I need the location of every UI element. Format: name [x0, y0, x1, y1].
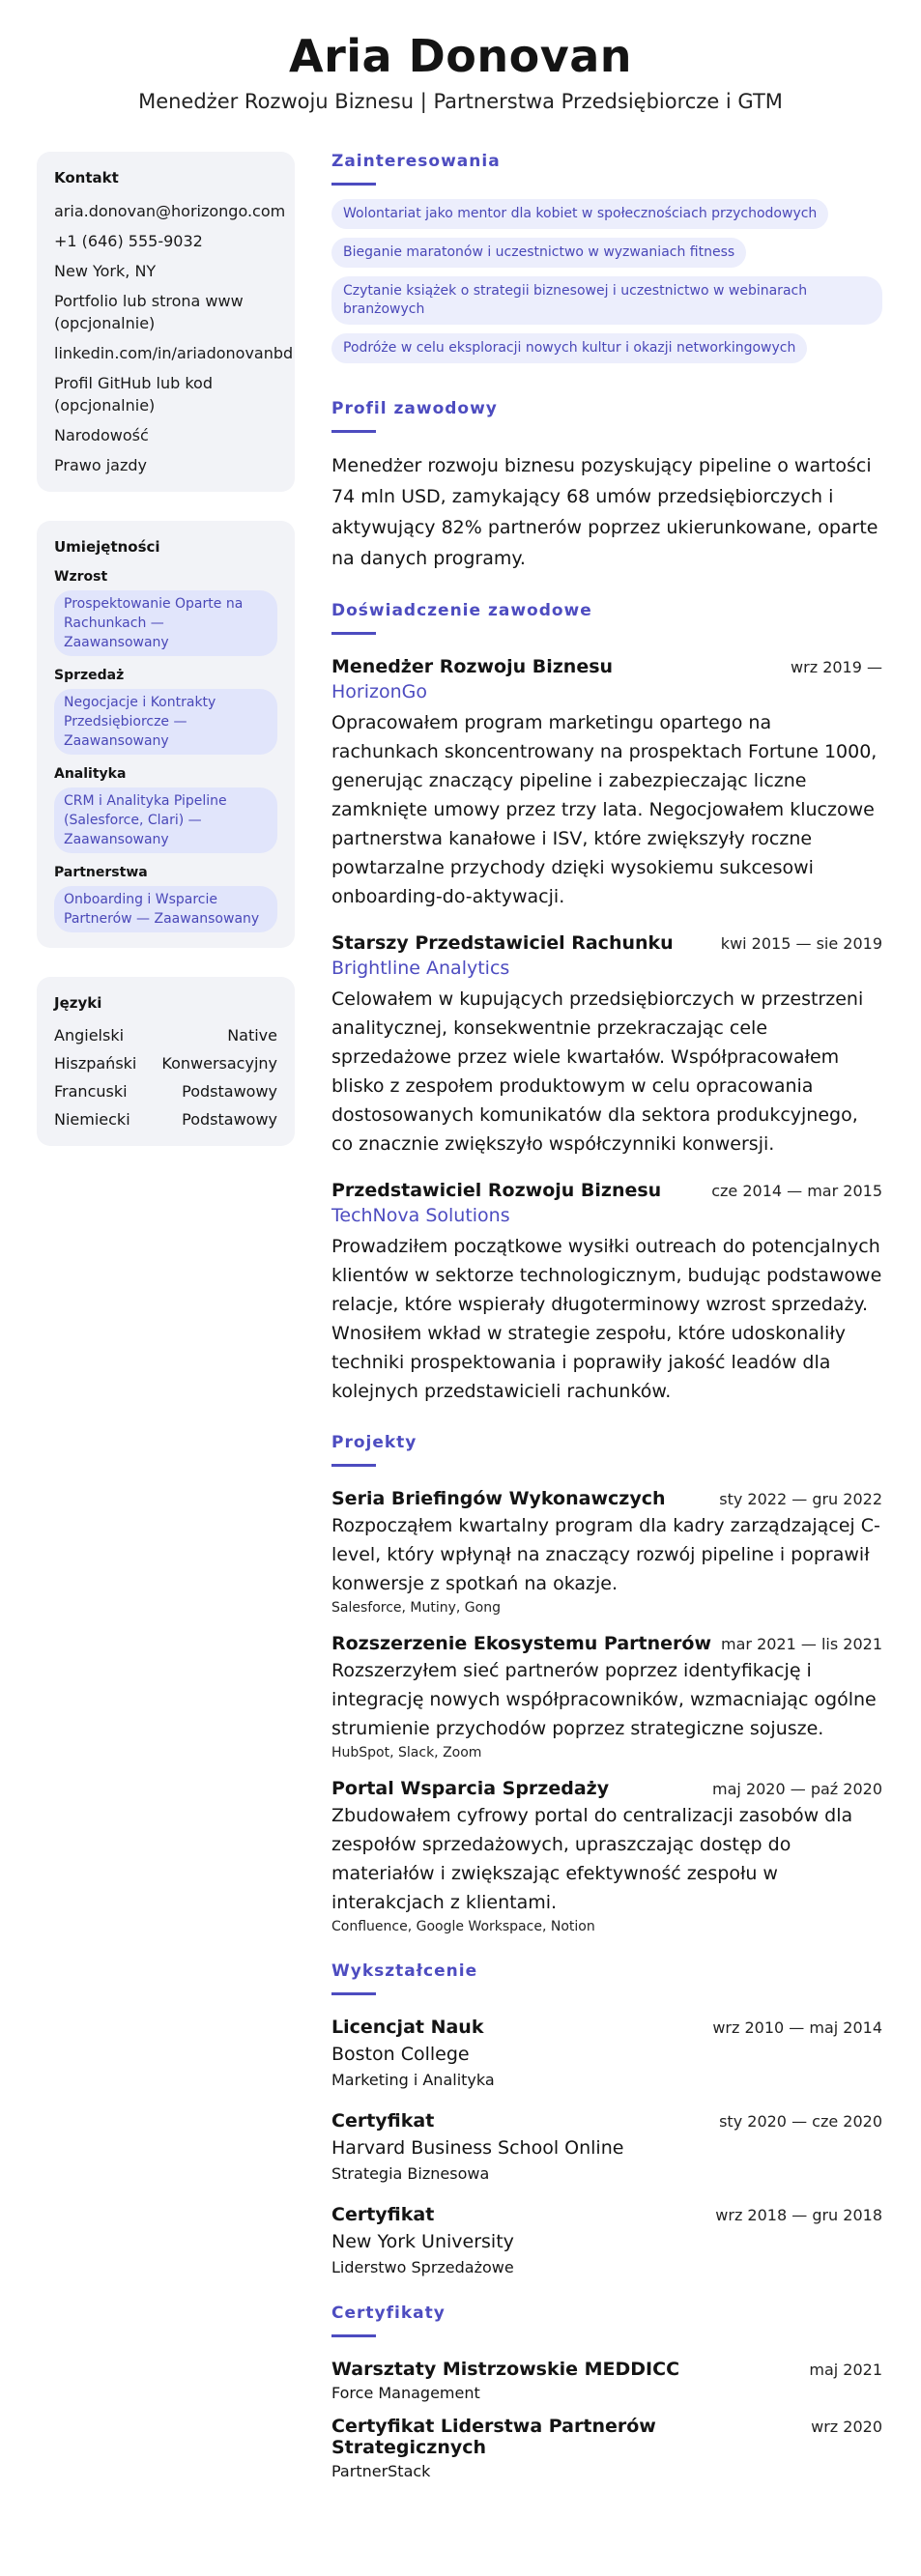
certificate-name: Certyfikat Liderstwa Partnerów Strategicznych	[331, 2416, 656, 2458]
skill-group-name: Analityka	[54, 766, 127, 782]
profile-summary: Menedżer rozwoju biznesu pozyskujący pipeline o wartości 74 mln USD, zamykający 68 umów przedsiębiorczych i aktywujący 82% partnerów poprzez ukierunkowane, oparte na danych programy.	[331, 455, 878, 569]
candidate-headline: Menedżer Rozwoju Biznesu | Partnerstwa Przedsiębiorcze i GTM	[138, 90, 783, 113]
job-dates: cze 2014 — mar 2015	[711, 1182, 882, 1200]
contact-location: New York, NY	[54, 262, 157, 280]
contact-phone[interactable]: +1 (646) 555-9032	[54, 232, 203, 250]
project-tools: Salesforce, Mutiny, Gong	[331, 1600, 501, 1616]
language-name: Hiszpański	[54, 1054, 137, 1073]
project-tools: HubSpot, Slack, Zoom	[331, 1745, 482, 1760]
candidate-name: Aria Donovan	[288, 30, 633, 82]
language-row	[54, 1025, 277, 1046]
languages-card	[37, 977, 295, 1146]
job-description: Prowadziłem początkowe wysiłki outreach do potencjalnych klientów w sektorze technologicznym, budując podstawowe relacje, które wspierały długoterminowy wzrost sprzedaży. Wnosiłem wkład w strategie zespołu, które udoskonaliły techniki prospektowania i poprawiły jakość leadów dla kolejnych przedstawicieli rachunków.	[331, 1236, 882, 1402]
languages-title: Języki	[54, 994, 102, 1012]
education-entry	[331, 2017, 882, 2089]
education-dates: sty 2020 — cze 2020	[719, 2112, 882, 2131]
skill-pill: Onboarding i Wsparcie Partnerów — Zaawansowany	[54, 886, 277, 932]
education-dates: wrz 2010 — maj 2014	[712, 2018, 882, 2037]
project-description: Rozpocząłem kwartalny program dla kadry zarządzającej C-level, który wpłynął na znaczący rozwój pipeline i poprawił konwersje z spotkań na okazje.	[331, 1515, 880, 1594]
skill-group	[54, 865, 277, 932]
skill-group	[54, 766, 277, 853]
field-of-study: Liderstwo Sprzedażowe	[331, 2258, 514, 2276]
section-title: Wykształcenie	[331, 1961, 478, 1981]
contact-title: Kontakt	[54, 169, 119, 186]
degree-name: Licencjat Nauk	[331, 2017, 484, 2038]
education-dates: wrz 2018 — gru 2018	[715, 2206, 882, 2224]
company-name: HorizonGo	[331, 681, 427, 702]
project-dates: maj 2020 — paź 2020	[712, 1780, 882, 1798]
institution-name: Boston College	[331, 2044, 470, 2065]
certificate-date: wrz 2020	[811, 2418, 882, 2436]
contact-github: Profil GitHub lub kod (opcjonalnie)	[54, 374, 213, 415]
contact-card	[37, 152, 295, 492]
certificate-issuer: PartnerStack	[331, 2462, 431, 2480]
skills-card	[37, 521, 295, 948]
section-divider	[331, 2334, 376, 2337]
section-title: Certyfikaty	[331, 2304, 446, 2323]
job-title: Starszy Przedstawiciel Rachunku	[331, 932, 674, 954]
projects-section	[331, 1433, 882, 1934]
education-entry	[331, 2110, 882, 2183]
project-description: Zbudowałem cyfrowy portal do centralizacji zasobów dla zespołów sprzedażowych, upraszczając dostęp do materiałów i zwiększając efektywność zespołu w interakcjach z klientami.	[331, 1805, 853, 1913]
job-description: Celowałem w kupujących przedsiębiorczych w przestrzeni analitycznej, konsekwentnie przekraczając cele sprzedażowe przez wiele kwartałów. Współpracowałem blisko z zespołem produktowym w celu opracowania dostosowanych komunikatów dla sektora produkcyjnego, co znacznie zwiększyło współczynniki konwersji.	[331, 988, 864, 1155]
job-title: Menedżer Rozwoju Biznesu	[331, 656, 614, 677]
certificate-entry	[331, 2359, 882, 2402]
interest-pill: Wolontariat jako mentor dla kobiet w społecznościach przychodowych	[331, 199, 828, 229]
job-dates: wrz 2019 —	[791, 658, 882, 676]
skill-group-name: Partnerstwa	[54, 865, 148, 880]
job-description: Opracowałem program marketingu opartego na rachunkach skoncentrowany na prospektach Fortune 1000, generując znaczący pipeline i zabezpieczając liczne zamknięte umowy przez trzy lata. Negocjowałem kluczowe partnerstwa kanałowe i ISV, które zwiększyły roczne powtarzalne przychody dzięki wysokiemu sukcesowi onboarding-do-aktywacji.	[331, 712, 878, 907]
company-name: TechNova Solutions	[331, 1205, 510, 1226]
interests-list	[331, 199, 882, 372]
contact-linkedin[interactable]: linkedin.com/in/ariadonovanbd	[54, 344, 294, 362]
field-of-study: Marketing i Analityka	[331, 2071, 495, 2089]
degree-name: Certyfikat	[331, 2204, 435, 2225]
certificate-date: maj 2021	[809, 2361, 882, 2379]
certificate-name: Warsztaty Mistrzowskie MEDDICC	[331, 2359, 680, 2380]
job-title: Przedstawiciel Rozwoju Biznesu	[331, 1180, 662, 1201]
project-tools: Confluence, Google Workspace, Notion	[331, 1919, 595, 1934]
contact-driving-license: Prawo jazdy	[54, 456, 147, 474]
skill-group-name: Wzrost	[54, 569, 108, 585]
certificate-issuer: Force Management	[331, 2384, 480, 2402]
company-name: Brightline Analytics	[331, 958, 510, 979]
skill-pill: CRM i Analityka Pipeline (Salesforce, Clari) — Zaawansowany	[54, 787, 277, 853]
main-column	[331, 152, 882, 2507]
section-title: Projekty	[331, 1433, 417, 1452]
language-level: Podstawowy	[182, 1082, 277, 1101]
degree-name: Certyfikat	[331, 2110, 435, 2132]
section-title: Doświadczenie zawodowe	[331, 601, 592, 620]
language-level: Podstawowy	[182, 1110, 277, 1129]
language-name: Angielski	[54, 1026, 125, 1045]
field-of-study: Strategia Biznesowa	[331, 2164, 490, 2183]
education-entry	[331, 2204, 882, 2276]
project-name: Seria Briefingów Wykonawczych	[331, 1488, 666, 1509]
section-title: Zainteresowania	[331, 152, 501, 171]
language-level: Konwersacyjny	[161, 1054, 277, 1073]
contact-portfolio: Portfolio lub strona www (opcjonalnie)	[54, 292, 244, 332]
project-dates: sty 2022 — gru 2022	[719, 1490, 882, 1508]
project-name: Rozszerzenie Ekosystemu Partnerów	[331, 1633, 711, 1654]
section-divider	[331, 1464, 376, 1467]
experience-section	[331, 601, 882, 1406]
language-level: Native	[227, 1026, 277, 1045]
profile-section	[331, 399, 882, 574]
project-entry	[331, 1488, 882, 1616]
section-divider	[331, 430, 376, 433]
certificate-entry	[331, 2416, 882, 2480]
institution-name: New York University	[331, 2231, 514, 2252]
skill-pill: Negocjacje i Kontrakty Przedsiębiorcze — Zaawansowany	[54, 689, 277, 755]
interest-pill: Bieganie maratonów i uczestnictwo w wyzwaniach fitness	[331, 238, 746, 268]
education-section	[331, 1961, 882, 2276]
language-name: Francuski	[54, 1082, 128, 1101]
language-row	[54, 1109, 277, 1131]
project-entry	[331, 1778, 882, 1934]
interest-pill: Podróże w celu eksploracji nowych kultur i okazji networkingowych	[331, 333, 807, 363]
project-entry	[331, 1633, 882, 1760]
interests-section	[331, 152, 882, 372]
language-row	[54, 1053, 277, 1074]
skills-title: Umiejętności	[54, 538, 160, 556]
language-row	[54, 1081, 277, 1102]
project-dates: mar 2021 — lis 2021	[721, 1635, 882, 1653]
contact-email[interactable]: aria.donovan@horizongo.com	[54, 202, 286, 220]
certificates-section	[331, 2304, 882, 2480]
skill-group-name: Sprzedaż	[54, 668, 125, 683]
section-divider	[331, 632, 376, 635]
skill-pill: Prospektowanie Oparte na Rachunkach — Zaawansowany	[54, 590, 277, 656]
interest-pill: Czytanie książek o strategii biznesowej i uczestnictwo w webinarach branżowych	[331, 276, 882, 325]
experience-entry	[331, 932, 882, 1159]
skill-group	[54, 569, 277, 656]
job-dates: kwi 2015 — sie 2019	[720, 934, 882, 953]
section-divider	[331, 183, 376, 186]
language-name: Niemiecki	[54, 1110, 130, 1129]
institution-name: Harvard Business School Online	[331, 2137, 624, 2159]
experience-entry	[331, 1180, 882, 1406]
section-title: Profil zawodowy	[331, 399, 498, 418]
skill-group	[54, 668, 277, 755]
section-divider	[331, 1992, 376, 1995]
project-name: Portal Wsparcia Sprzedaży	[331, 1778, 610, 1799]
experience-entry	[331, 656, 882, 911]
resume-header	[0, 27, 921, 116]
project-description: Rozszerzyłem sieć partnerów poprzez identyfikację i integrację nowych współpracowników, wzmacniając ogólne strumienie przychodów poprzez strategiczne sojusze.	[331, 1660, 877, 1739]
sidebar	[37, 152, 295, 1175]
contact-nationality: Narodowość	[54, 426, 149, 444]
